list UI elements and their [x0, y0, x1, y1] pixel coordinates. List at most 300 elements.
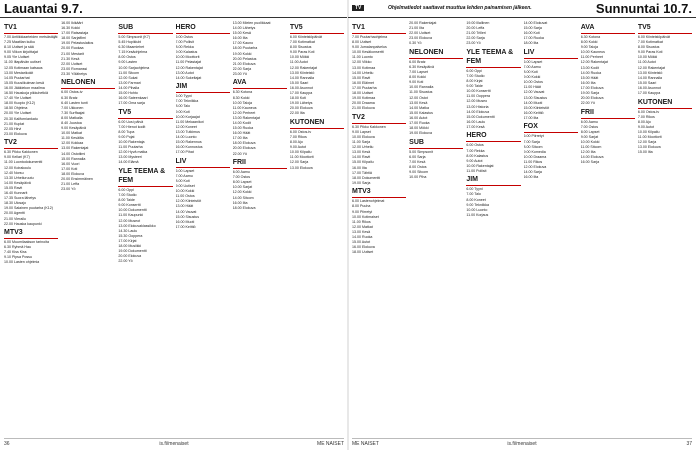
program-entry: 14.00 Elokuva: [466, 109, 490, 114]
program-entry: 6.00 Ostos: [466, 143, 484, 148]
program-entry: 12.00 Kokki: [232, 190, 252, 195]
program-entry: 9.00 Autot: [289, 145, 307, 150]
program-entry: 9.00 Kalastus: [175, 50, 198, 55]
program-entry: 11.00 Mekaanikot: [175, 119, 204, 124]
program-entry: 16.00 Sarja: [580, 160, 600, 165]
program-entry: 5.00 Simpsonit: [409, 149, 433, 154]
program-entry: 8.00 Kirjat: [466, 79, 483, 84]
program-entry: 6.30 Maamiehet: [118, 45, 145, 50]
program-entry: 14.00 Luonto: [175, 135, 197, 139]
left-footer-site: is.fi/menaiset: [159, 441, 189, 447]
program-entry: 8.00 Puuha: [352, 204, 371, 209]
program-entry: 6.00 Aamu: [580, 119, 598, 124]
program-entry: 7.00 Lapset: [409, 70, 428, 75]
program-entry: 11.00 Korjaus: [466, 212, 489, 217]
program-entry: 11.00 Rikos: [523, 159, 543, 164]
program-entry: 13.00 Kiinteistö: [637, 70, 663, 75]
channel-heading: AVA: [581, 23, 635, 34]
program-entry: 8.00 Koneet: [466, 197, 486, 202]
program-entry: 16.00 Muoti: [175, 219, 195, 224]
program-entry: 18.00 Sarjafilmi: [61, 36, 86, 41]
program-entry: 18.30 Ulosajo: [4, 201, 26, 206]
program-entry: 11.00 Sarja: [352, 140, 371, 145]
program-entry: 22.05 Hirvi: [4, 126, 22, 131]
program-entry: 6.40 Lasten tunti: [61, 100, 88, 105]
program-entry: 6.00 Ostos: [175, 35, 193, 39]
program-entry: 10.00 Dokumentti: [118, 208, 147, 213]
program-entry: 10.00 Kauneus: [580, 50, 605, 55]
program-entry: 14.00 Ruoka: [580, 70, 602, 75]
program-entry: 12.00 Museot: [118, 218, 141, 223]
program-entry: 8.00 Matkalla: [61, 115, 83, 120]
program-entry: 10.00 Ostos: [523, 80, 543, 85]
program-entry: 12.00 Rakentajat: [289, 65, 318, 70]
program-entry: 16.00 Ilta: [232, 200, 248, 205]
program-entry: 15.30 Ooppera: [118, 233, 143, 238]
program-entry: 15.00 Kalastus: [409, 110, 433, 115]
program-entry: 15.00 Kiinteistöt: [523, 105, 550, 110]
listing-column: [638, 21, 692, 436]
program-entry: 23.30 Yölähetys: [61, 71, 87, 76]
program-entry: 9.10 Pipsa Possu: [4, 255, 32, 260]
program-entry: 11.00 Autot: [289, 60, 308, 65]
program-entry: 9.00 Kellari (K7): [4, 155, 30, 160]
program-entry: 20.00 Elokuva: [118, 254, 142, 259]
channel-heading: FRII: [581, 108, 635, 119]
program-entry: 13.00 Kotimaa: [352, 65, 376, 70]
program-entry: 17.40 Yle Uutiset: [4, 96, 32, 101]
program-entry: 8.00 Lapset: [580, 129, 600, 134]
program-entry: 11.00 Kaupunki: [118, 213, 144, 218]
program-entry: 16.30 Kokki: [61, 26, 80, 31]
program-entry: 14.00 Sarja: [523, 170, 542, 175]
program-entry: 6.30 Bratz: [61, 95, 78, 100]
program-entry: 19.00 Kotimaa: [352, 96, 376, 101]
program-entry: 20.00 Yle Uutiset: [4, 111, 32, 116]
program-entry: 12.00 Rakentajat: [175, 65, 203, 70]
program-entry: 9.00 Kesäpäivä: [61, 126, 86, 131]
program-entry: 9.00 Pojat: [118, 135, 135, 139]
program-entry: 9.00 Lapset: [352, 129, 371, 134]
program-entry: 18.00 Elokuva: [232, 141, 256, 146]
channel-heading: TV5: [290, 23, 344, 34]
program-entry: 8.00 Sisustus: [637, 45, 660, 50]
channel-heading: YLE TEEMA & FEM: [118, 167, 172, 187]
program-entry: 6.00 Tyyni: [466, 187, 483, 192]
program-entry: 18.00 Musiikki: [118, 244, 142, 248]
program-entry: 17.00 Kirjat: [118, 238, 137, 243]
channel-heading: JIM: [176, 82, 230, 93]
program-entry: 9.00 Koti: [175, 109, 190, 114]
program-entry: 20.00 Elokuva: [289, 106, 313, 111]
program-entry: 12.00 Kokkaa: [61, 141, 84, 146]
program-entry: 21.00 Trilleri: [466, 31, 486, 36]
program-entry: 6.00 Piirretyt: [523, 134, 544, 139]
program-entry: 13.00 Elokuva: [637, 145, 661, 150]
program-entry: 18.00 Mökki: [409, 126, 429, 131]
program-entry: 9.00 Lasten: [118, 60, 138, 65]
program-entry: 10.00 Matkat: [61, 131, 82, 136]
program-entry: 16.00 Vuori: [61, 161, 80, 166]
program-entry: 22.00 Yö: [232, 151, 248, 156]
program-entry: 6.30 Ryhmä Hau: [4, 245, 31, 250]
program-entry: 17.00 Keittiö: [175, 224, 196, 229]
program-entry: 11.00 Luontodokumentti: [4, 160, 43, 165]
program-entry: 7.00 Puutarhaohjelma: [352, 35, 388, 39]
program-entry: 13.00 Kodit: [580, 65, 599, 70]
program-entry: 15.00 Ruoka: [232, 126, 254, 131]
program-entry: 14.00 Kodit: [232, 121, 251, 125]
listing-column: [409, 21, 463, 436]
program-entry: 6.00 Oppi: [466, 68, 482, 73]
program-entry: 11.00 Sitcom: [580, 145, 602, 150]
program-entry: 13.00 Kesä: [352, 150, 371, 155]
program-entry: 12.00 Sarja: [289, 160, 309, 165]
program-entry: 7.00 Rikos: [289, 135, 307, 139]
program-entry: 20.00 Ensimmäinen: [61, 177, 93, 182]
program-entry: 23.00 Romanssi: [61, 66, 88, 71]
program-entry: 8.00 Ostos: [409, 164, 427, 169]
program-entry: 19.00 Pelastuslaitos: [61, 41, 94, 46]
program-entry: 14.00 Ravit: [352, 155, 371, 160]
program-entry: 9.00 Tekniikka: [466, 202, 490, 207]
program-entry: 19.00 Sarja: [352, 180, 371, 185]
channel-heading: TV1: [352, 23, 406, 34]
program-entry: 12.00 Sukat: [118, 75, 138, 80]
program-entry: 7.00 Studio: [466, 73, 485, 78]
program-entry: 21.00 Kuplat: [4, 121, 25, 126]
program-entry: 17.00 Kesä: [466, 124, 485, 129]
program-entry: 17.35 Suora lähetys: [4, 196, 36, 201]
program-entry: 10.00 Rannalla: [409, 85, 434, 90]
channel-heading: LIV: [176, 157, 230, 168]
program-entry: 11.00 Perheet: [580, 55, 603, 60]
program-entry: 12.00 Ilta: [580, 150, 596, 155]
program-entry: 12.00 Kiinteistöt: [175, 199, 202, 204]
program-entry: 14.00 Ruoka: [352, 235, 373, 239]
program-entry: 17.00 Pihat: [175, 150, 194, 155]
program-entry: 21.00 Ilta: [409, 26, 424, 31]
program-entry: 6.00 Tyyni: [175, 94, 192, 99]
program-entry: 7.00 Ostos: [580, 124, 599, 129]
channel-heading: YLE TEEMA & FEM: [466, 48, 520, 68]
program-entry: 22.00 Yö: [118, 259, 133, 264]
program-entry: 14.00 Vauvat: [175, 209, 197, 214]
program-entry: 16.00 Elokuva: [352, 245, 375, 250]
program-entry: 19.00 Lähetys: [289, 101, 313, 106]
listing-column: [352, 21, 406, 436]
program-entry: 9.00 Autot: [466, 158, 483, 163]
program-entry: 12.05 Kotimaan katsaus: [4, 65, 43, 70]
program-entry: 13.00 Elokuvaklassikko: [118, 223, 156, 228]
channel-heading: TV5: [118, 108, 172, 119]
program-entry: 20.00 Rakentajat: [409, 21, 437, 25]
channel-heading: KUTONEN: [290, 118, 344, 129]
channel-heading: TV5: [638, 23, 692, 34]
program-entry: 18.50 Ohjelma: [4, 106, 28, 111]
program-entry: 8.00 Ajo: [637, 119, 651, 124]
left-footer: [4, 438, 344, 448]
program-entry: 10.00 Kokki: [175, 189, 195, 194]
program-entry: 9.05 Yle Uutiset: [4, 55, 30, 60]
program-entry: 22.00 Yö: [580, 101, 596, 106]
channel-heading: JIM: [466, 175, 520, 186]
program-entry: 15.05 Kuusiikulman kesä: [4, 80, 44, 85]
right-footer: [352, 438, 692, 448]
right-footer-brand: ME NAISET: [352, 441, 379, 447]
left-date: Lauantai 9.7.: [4, 1, 83, 16]
program-entry: 9.00 Uutiset: [175, 184, 195, 189]
program-entry: 7.15 Kesäohjelma: [118, 50, 148, 55]
program-entry: 21.00 Mestarit: [61, 51, 84, 56]
program-entry: 12.00 Museo: [466, 99, 488, 104]
right-footer-site: is.fi/menaiset: [507, 441, 537, 447]
program-entry: 9.00 Konsertti: [118, 203, 141, 208]
channel-heading: MTV3: [4, 228, 58, 239]
left-header: [0, 0, 348, 18]
program-entry: 16.00 Keittiö: [523, 110, 544, 115]
program-entry: 6.30 Kotona: [232, 90, 253, 95]
program-entry: 8.00 Kokki: [409, 75, 426, 80]
program-entry: 21.00 Elokuva: [352, 106, 375, 111]
program-entry: 8.00 Talo: [175, 104, 191, 109]
program-entry: 17.00 Koti: [61, 166, 78, 171]
program-entry: 6.00 Kiinteistöpäivät: [637, 35, 671, 39]
program-entry: 13.30 Urheiluruutu: [4, 175, 34, 180]
program-entry: 11.00 Luonto: [352, 55, 373, 60]
program-entry: 20.00 Elokuva: [232, 146, 256, 151]
program-entry: 15.05 Ravit: [4, 185, 23, 190]
right-page: [348, 0, 696, 450]
program-entry: 7.00 Hienot kodit: [118, 124, 146, 129]
program-entry: 7.00 Ostos: [232, 175, 251, 180]
program-entry: 20.00 Agentti: [4, 211, 25, 216]
program-entry: 11.00 Rikos: [352, 219, 371, 224]
program-entry: 18.00 Dokumentti: [352, 175, 381, 180]
program-entry: 15.00 Rannalla: [61, 156, 86, 161]
listing-column: [466, 21, 520, 436]
program-entry: 19.00 Dokumentti: [118, 249, 147, 254]
program-entry: 6.00 Uusi päivä: [118, 119, 144, 124]
program-entry: 15.00 Kilpailu: [352, 160, 374, 165]
program-entry: 7.00 Aamu: [523, 64, 541, 69]
program-entry: 6.30 Pikku Kakkonen: [352, 124, 386, 129]
program-entry: 19.00 Sarja: [580, 91, 600, 96]
program-entry: 8.00 Lapset: [232, 180, 252, 185]
program-entry: 16.00 Asunnot: [637, 85, 661, 90]
program-entry: 10.00 Sarjaohjelma: [118, 65, 150, 70]
program-entry: 9.00 Kokki: [523, 75, 541, 80]
program-entry: 15.00 Sarja: [523, 26, 542, 31]
program-entry: 11.00 Moottorit: [637, 135, 662, 139]
program-entry: 7.00 Kesä: [409, 159, 426, 164]
program-entry: 13.00 Historia: [466, 104, 489, 109]
channel-heading: TV2: [4, 138, 58, 149]
program-entry: 20.00 Pelastus: [232, 56, 257, 61]
program-entry: 16.00 Ilta: [232, 36, 248, 41]
program-entry: 13.00 Kesä: [409, 100, 428, 105]
program-entry: 13.00 Mysteeri: [118, 155, 142, 160]
program-entry: 11.00 Moottorit: [289, 155, 314, 160]
program-entry: 14.00 Sitcom: [232, 195, 254, 200]
listing-column: [176, 21, 230, 436]
left-page-number: 36: [4, 441, 10, 447]
program-entry: 0.30 Yö: [409, 41, 422, 46]
program-entry: 8.40 Juustoa: [61, 121, 82, 125]
program-entry: 16.00 Sateenkaari: [118, 96, 148, 101]
right-listings: [352, 21, 692, 436]
program-entry: 23.00 Yö: [466, 41, 481, 46]
program-entry: 10.00 Korjaajat: [175, 114, 200, 119]
program-entry: 6.00 Kiinteistöpäivät: [289, 35, 323, 39]
program-entry: 7.00 Kotimatkat: [289, 40, 315, 45]
right-header: [348, 0, 696, 18]
program-entry: 9.00 Paras Koti: [637, 50, 663, 55]
program-entry: 15.00 Häät: [580, 75, 599, 80]
program-entry: 12.00 Ostot: [409, 95, 428, 100]
program-entry: 13.00 Kesä: [352, 229, 371, 234]
program-entry: 21.00 Leffa: [61, 182, 80, 187]
program-entry: 18.00 Ilta: [523, 41, 539, 46]
program-entry: 16.00 Autot: [409, 115, 428, 120]
program-entry: 15.00 Ravit: [352, 75, 371, 80]
program-entry: 17.00 Ilta: [232, 136, 248, 141]
program-entry: 12.00 Matkat: [352, 224, 373, 229]
program-entry: 7.00 Poliisit: [175, 40, 194, 45]
program-entry: 12.00 Koirakoulu: [4, 165, 31, 170]
program-entry: 6.00 Aamu: [232, 170, 250, 175]
program-entry: 11.00 Sitcom: [118, 70, 140, 75]
program-entry: 11.00 Kesäilta: [61, 136, 84, 141]
channel-heading: KUTONEN: [638, 98, 692, 109]
program-entry: 19.00 Kokki: [232, 51, 252, 56]
program-entry: 14.00 Matka: [409, 105, 429, 110]
program-entry: 7.40 Kiss Kiss: [4, 250, 27, 255]
channel-heading: HERO: [176, 23, 230, 34]
program-entry: 8.00 Kalastus: [466, 153, 489, 158]
program-entry: 13.00 Autot: [175, 70, 194, 75]
listing-column: [290, 21, 344, 436]
program-entry: 7.25 Maatilan kulku: [4, 40, 35, 45]
program-entry: 21.00 Vierailu: [4, 216, 26, 221]
program-entry: 18.00 Uutiset: [352, 91, 374, 96]
disclaimer: Ohjelmatiedot saattavat muuttua lehden painamisen jälkeen.: [388, 5, 532, 11]
program-entry: 8.00 Uutiset: [352, 40, 372, 45]
listing-column: [233, 21, 287, 436]
program-entry: 23.00 Elokuva: [409, 36, 432, 41]
program-entry: 9.00 Koti: [409, 80, 424, 85]
program-entry: 15.00 Dokumentti: [466, 114, 495, 119]
program-entry: 12.00 Viikko: [352, 60, 372, 65]
program-entry: 14.30 Laulu: [118, 228, 138, 233]
program-entry: 17.00 Tähtiä: [352, 170, 372, 175]
program-entry: 9.00 Sitcom: [409, 170, 429, 175]
program-entry: 15.00 Kesä: [232, 31, 251, 36]
program-entry: 17.00 Kauppa: [289, 91, 313, 96]
program-entry: 16.00 Laulu: [466, 119, 486, 124]
program-entry: 18.00 Uutiset: [352, 250, 374, 255]
program-entry: 23.00 Yö: [61, 187, 76, 192]
program-entry: 6.30 Kesäpäivä: [409, 64, 434, 69]
program-entry: 14.00 Sukeltajat: [175, 75, 202, 80]
program-entry: 13.00 Sisustus: [523, 95, 548, 100]
program-entry: 17.00 Ruoka: [409, 121, 430, 125]
program-entry: 7.30 Surffaajat: [61, 110, 85, 115]
program-entry: 10.00 Lasten ohjelmia: [4, 260, 40, 265]
program-entry: 12.00 Hyvä matka: [118, 150, 148, 155]
program-entry: 22.00 Uutiset: [61, 61, 83, 66]
program-entry: 12.00 Perheet: [232, 110, 256, 115]
program-entry: 8.00 Sisustus: [289, 45, 312, 50]
program-entry: 18.00 Elokuva: [232, 205, 256, 210]
channel-heading: HERO: [466, 131, 520, 142]
program-entry: 7.00 Talo: [466, 192, 481, 197]
program-entry: 10.00 Kokki: [580, 140, 600, 145]
program-entry: 10.00 Rakentajat: [466, 163, 494, 168]
program-entry: 16.40 Kunnarit: [4, 191, 28, 196]
program-entry: 13.00 Rakentajat: [61, 146, 89, 151]
program-entry: 10.00 Kesäkonsertti: [352, 50, 384, 55]
program-entry: 15.00 Saari: [637, 80, 657, 85]
right-date: Sunnuntai 10.7.: [595, 1, 692, 16]
program-entry: 22.00 Hauska kaupunki: [4, 221, 42, 226]
program-entry: 18.00 Kuopio (K12): [4, 101, 35, 106]
program-entry: 12.00 Sarja: [637, 140, 657, 145]
program-entry: 17.00 Elokuva: [580, 85, 604, 90]
program-entry: 11.00 Häät: [523, 85, 541, 90]
program-entry: 11.00 Pelastajat: [175, 60, 202, 65]
program-entry: 15.00 Sisustus: [175, 214, 200, 219]
program-entry: 22.00 Sarja: [232, 66, 252, 71]
program-entry: 6.30 Kotona: [580, 35, 601, 39]
program-entry: 18.00 Elokuva: [61, 171, 84, 176]
program-entry: 9.00 Taide: [466, 84, 483, 89]
program-entry: 19.00 Illallinen: [466, 21, 490, 25]
program-entry: 19.00 Salainen puutarha (K12): [4, 206, 53, 211]
program-entry: 10.00 Sarjat: [232, 185, 253, 190]
channel-heading: TV1: [4, 23, 58, 34]
program-entry: 17.00 Kauno: [232, 41, 254, 46]
program-entry: 7.00 Sarja: [523, 139, 540, 144]
listing-column: [524, 21, 578, 436]
program-entry: 9.00 Jumalanpalvelus: [352, 45, 387, 50]
program-entry: 9.00 Viikon kirjoittajat: [4, 50, 38, 55]
program-entry: 17.00 Ruoka: [523, 36, 544, 41]
program-entry: 11.00 Kauneus: [232, 105, 257, 110]
program-entry: 14.00 Rannalla: [289, 75, 315, 80]
program-entry: 14.00 Rannalla: [637, 75, 663, 80]
program-entry: 12.00 Rakentajat: [637, 65, 666, 70]
program-entry: 7.00 Studio: [118, 193, 137, 198]
program-entry: 20.00 Draama: [352, 101, 375, 106]
program-entry: 17.00 Ratsastaja: [61, 31, 89, 36]
program-entry: 13.00 Elokuva: [289, 165, 313, 170]
program-entry: 13.00 Mielen puolikkaat: [232, 21, 271, 25]
program-entry: 15.00 Ilta: [637, 150, 653, 155]
program-entry: 6.00 Lapset: [175, 168, 195, 173]
channel-heading: AVA: [233, 78, 287, 89]
channel-heading: FRII: [233, 158, 287, 169]
program-entry: 15.00 Hohto: [118, 91, 138, 96]
program-entry: 17.00 Oma sarja: [118, 101, 145, 106]
program-entry: 16.00 Eläimet: [352, 80, 374, 85]
program-entry: 10.00 Mökki: [637, 55, 658, 60]
channel-heading: NELONEN: [61, 78, 115, 89]
program-entry: 9.00 Taloja: [580, 45, 599, 50]
program-entry: 7.00 Tekniikka: [175, 99, 199, 104]
program-entry: 8.00 Ostos: [118, 55, 136, 60]
right-page-number: 37: [686, 441, 692, 447]
